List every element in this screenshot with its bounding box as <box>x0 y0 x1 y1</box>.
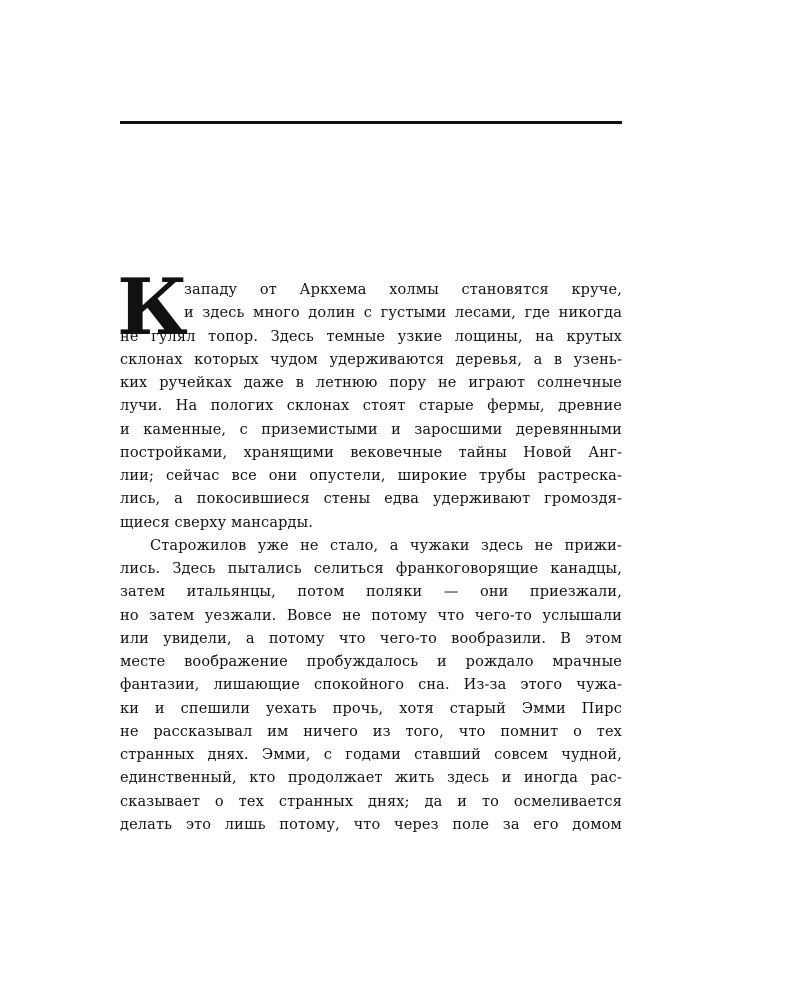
text-line: склонах которых чудом удерживаются деревья, а в узень- <box>120 351 622 368</box>
text-line: сказывает о тех странных днях; да и то осмеливается <box>120 793 622 810</box>
text-line: ки и спешили уехать прочь, хотя старый Эмми Пирс <box>120 700 622 717</box>
drop-cap: К <box>117 262 188 353</box>
text-line: западу от Аркхема холмы становятся круче, <box>184 282 622 298</box>
text-line: лись, а покосившиеся стены едва удерживают громоздя- <box>120 491 622 508</box>
text-line: не гулял топор. Здесь темные узкие лощины, на крутых <box>120 328 622 345</box>
text-line: постройками, хранящими вековечные тайны Новой Анг- <box>120 444 622 461</box>
text-line: странных днях. Эмми, с годами ставший совсем чудной, <box>120 747 622 763</box>
text-line: и здесь много долин с густыми лесами, где никогда <box>184 305 622 322</box>
text-line: фантазии, лишающие спокойного сна. Из-за этого чужа- <box>120 677 622 694</box>
text-line: лись. Здесь пытались селиться франкоговорящие канадцы, <box>120 561 622 577</box>
page-text <box>117 262 622 837</box>
text-line: не рассказывал им ничего из того, что помнит о тех <box>120 723 622 740</box>
text-line: лучи. На пологих склонах стоят старые фермы, древние <box>120 398 622 415</box>
text-line: месте воображение пробуждалось и рождало мрачные <box>120 654 622 670</box>
text-line: Старожилов уже не стало, а чужаки здесь не прижи- <box>150 537 622 554</box>
text-line: и каменные, с приземистыми и заросшими деревянными <box>120 421 622 438</box>
text-line: делать это лишь потому, что через поле за его домом <box>120 816 622 833</box>
text-line: затем итальянцы, потом поляки — они приезжали, <box>120 584 622 601</box>
text-line: единственный, кто продолжает жить здесь и иногда рас- <box>120 770 622 787</box>
paragraph-1 <box>120 279 622 535</box>
paragraph-2 <box>120 535 622 837</box>
text-line: лии; сейчас все они опустели, широкие трубы растреска- <box>120 468 622 484</box>
text-line: ких ручейках даже в летнюю пору не играют солнечные <box>120 375 622 391</box>
top-rule <box>120 121 622 124</box>
text-line: или увидели, а потому что чего-то вообразили. В этом <box>120 630 622 647</box>
text-line: щиеся сверху мансарды. <box>120 514 314 531</box>
text-line: но затем уезжали. Вовсе не потому что чего-то услышали <box>120 607 622 624</box>
